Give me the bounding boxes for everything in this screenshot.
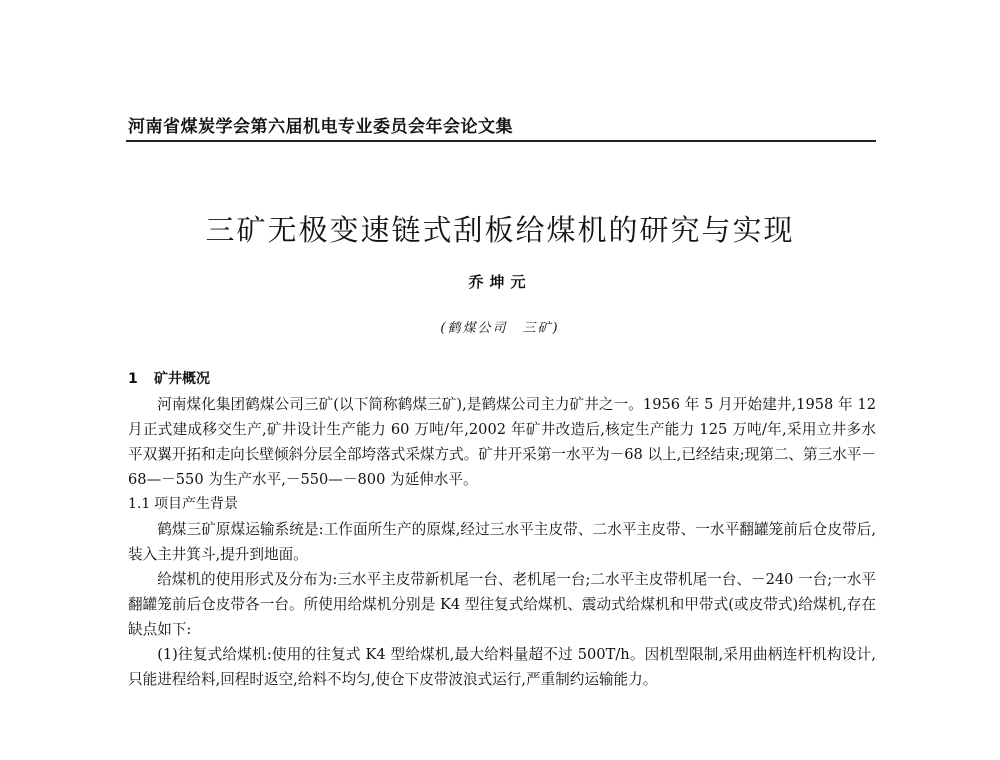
paragraph: (1)往复式给煤机:使用的往复式 K4 型给煤机,最大给料量超不过 500T/h。因机型限制,采用曲柄连杆机构设计,只能进程给料,回程时返空,给料不均匀,使仓下皮带波浪式运行,严重制约运输能力。 xyxy=(128,646,876,688)
subsection-number: 1.1 xyxy=(128,496,151,512)
paragraph: 河南煤化集团鹤煤公司三矿(以下简称鹤煤三矿),是鹤煤公司主力矿井之一。1956 年 5 月开始建井,1958 年 12 月正式建成移交生产,矿井设计生产能力 60 万吨/年,2002 年矿井改造后,核定生产能力 125 万吨/年,采用立井多水平双翼开拓和走向长壁倾斜分层全部垮落式采煤方式。矿井开采第一水平为－68 以上,已经结束;现第二、第三水平－68—－550 为生产水平,－550—－800 为延伸水平。 xyxy=(128,396,876,488)
section-number: 1 xyxy=(128,371,138,387)
paragraph: 鹤煤三矿原煤运输系统是:工作面所生产的原煤,经过三水平主皮带、二水平主皮带、一水平翻罐笼前后仓皮带后,装入主井箕斗,提升到地面。 xyxy=(128,521,876,563)
section-heading-1 xyxy=(128,367,876,392)
subsection-title: 项目产生背景 xyxy=(154,496,238,512)
section-heading-1-1 xyxy=(128,492,876,517)
running-header: 河南省煤炭学会第六届机电专业委员会年会论文集 xyxy=(128,117,513,137)
header-rule xyxy=(126,140,876,142)
paper-title: 三矿无极变速链式刮板给煤机的研究与实现 xyxy=(205,213,795,247)
paragraph: 给煤机的使用形式及分布为:三水平主皮带新机尾一台、老机尾一台;二水平主皮带机尾一台、－240 一台;一水平翻罐笼前后仓皮带各一台。所使用给煤机分别是 K4 型往复式给煤机、震动式给煤机和甲带式(或皮带式)给煤机,存在缺点如下: xyxy=(128,571,876,638)
author-name: 乔坤元 xyxy=(468,273,532,291)
author-affiliation: (鹤煤公司 三矿) xyxy=(440,321,560,336)
section-title: 矿井概况 xyxy=(154,371,210,387)
paper-body xyxy=(128,367,876,692)
